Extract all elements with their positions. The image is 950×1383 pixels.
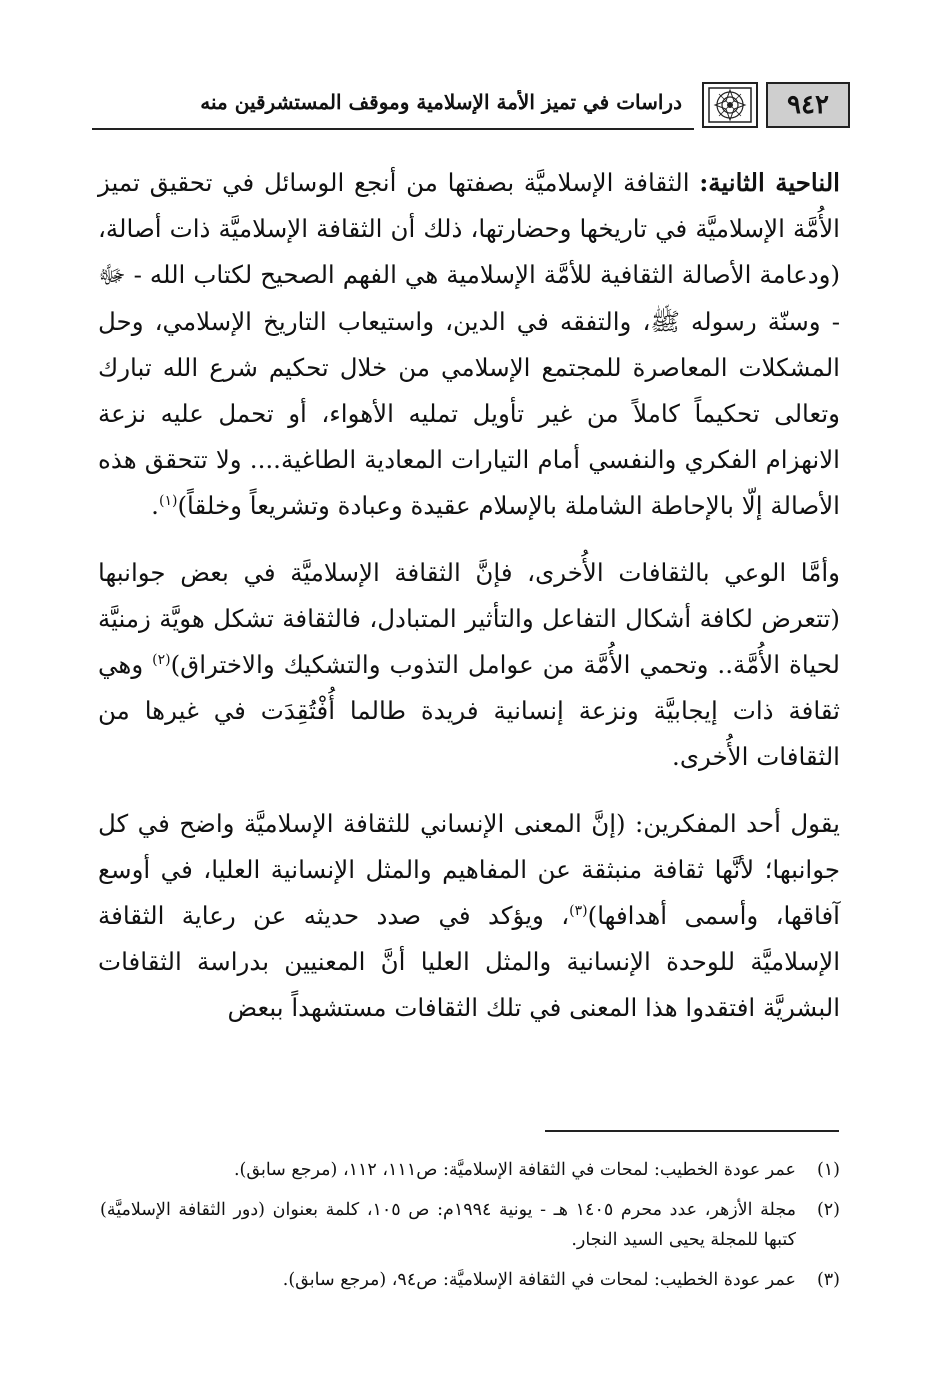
main-text [98,160,840,1052]
header-rule [92,128,694,130]
page-header [92,80,850,132]
paragraph-2-text-a: وأمَّا الوعي بالثقافات الأُخرى، فإنَّ الثقافة الإسلاميَّة في بعض جوانبها (تتعرض لكافة أشكال التفاعل والتأثير المتبادل، فالثقافة تشكل هويَّة زمنيَّة لحياة الأُمَّة.. وتحمي الأُمَّة من عوامل التذوب والتشكيك والاختراق) [98,557,840,680]
footnote-number: (٣) [816,1270,840,1290]
footnote-number: (١) [816,1160,840,1180]
paragraph-1-text: الثقافة الإسلاميَّة بصفتها من أنجع الوسائل في تحقيق تميز الأُمَّة الإسلاميَّة في تاريخها وحضارتها، ذلك أن الثقافة الإسلاميَّة ذات أصالة، (ودعامة الأصالة الثقافية للأمَّة الإسلامية هي الفهم الصحيح لكتاب الله - ﷻ - وسنّة رسوله ﷺ، والتفقه في الدين، واستيعاب التاريخ الإسلامي، وحل المشكلات المعاصرة للمجتمع الإسلامي من خلال تحكيم شرع الله تبارك وتعالى تحكيماً كاملاً من غير تأويل تمليه الأهواء، أو تحمل عليه نزعة الانهزام الفكري والنفسي أمام التيارات المعادية الطاغية.... ولا تتحقق هذه الأصالة إلّا بالإحاطة الشاملة بالإسلام عقيدة وعبادة وتشريعاً وخلقاً) [98,168,840,521]
paragraph-2-text-b: وهي ثقافة ذات إيجابيَّة ونزعة إنسانية فريدة طالما أُفْتُقِدَت في غيرها من الثقافات الأُخرى. [98,650,840,772]
running-title: دراسات في تميز الأمة الإسلامية وموقف المستشرقين منه [200,90,682,114]
footnotes [100,1155,840,1305]
paragraph-2 [98,550,840,781]
paragraph-1 [98,160,840,530]
paragraph-lead: الناحية الثانية: [699,168,840,197]
footnote-text: عمر عودة الخطيب: لمحات في الثقافة الإسلاميَّة: ص٩٤، (مرجع سابق). [282,1270,796,1290]
paragraph-1-end: . [151,491,159,521]
footnote-ref-3[interactable]: (٣) [569,902,588,919]
footnote-ref-1[interactable]: (١) [158,493,178,510]
footnote-text: مجلة الأزهر، عدد محرم ١٤٠٥ هـ - يونية ١٩٩٤م: ص ١٠٥، كلمة بعنوان (دور الثقافة الإسلاميَّة) كتبها للمجلة يحيى السيد النجار. [100,1200,796,1250]
paragraph-3-text-b: ، ويؤكد في صدد حديثه عن رعاية الثقافة الإسلاميَّة للوحدة الإنسانية والمثل العليا أنَّ المعنيين بدراسة الثقافات البشريَّة افتقدوا هذا المعنى في تلك الثقافات مستشهداً ببعض [98,901,840,1023]
paragraph-3 [98,801,840,1032]
footnote-ref-2[interactable]: (٢) [152,651,171,668]
footnote-number: (٢) [816,1200,840,1220]
footnote-rule [545,1130,839,1132]
footnote-item [100,1195,840,1255]
footnote-text: عمر عودة الخطيب: لمحات في الثقافة الإسلاميَّة: ص١١١، ١١٢، (مرجع سابق). [233,1160,796,1180]
ornament-icon [702,82,758,128]
paragraph-3-text-a: يقول أحد المفكرين: (إنَّ المعنى الإنساني للثقافة الإسلاميَّة واضح في كل جوانبها؛ لأنَّها ثقافة منبثقة عن المفاهيم والمثل الإنسانية العليا، في أوسع آفاقها، وأسمى أهدافها) [98,808,840,931]
footnote-item [100,1265,840,1295]
footnote-item [100,1155,840,1185]
page-number: ٩٤٢ [766,82,850,128]
